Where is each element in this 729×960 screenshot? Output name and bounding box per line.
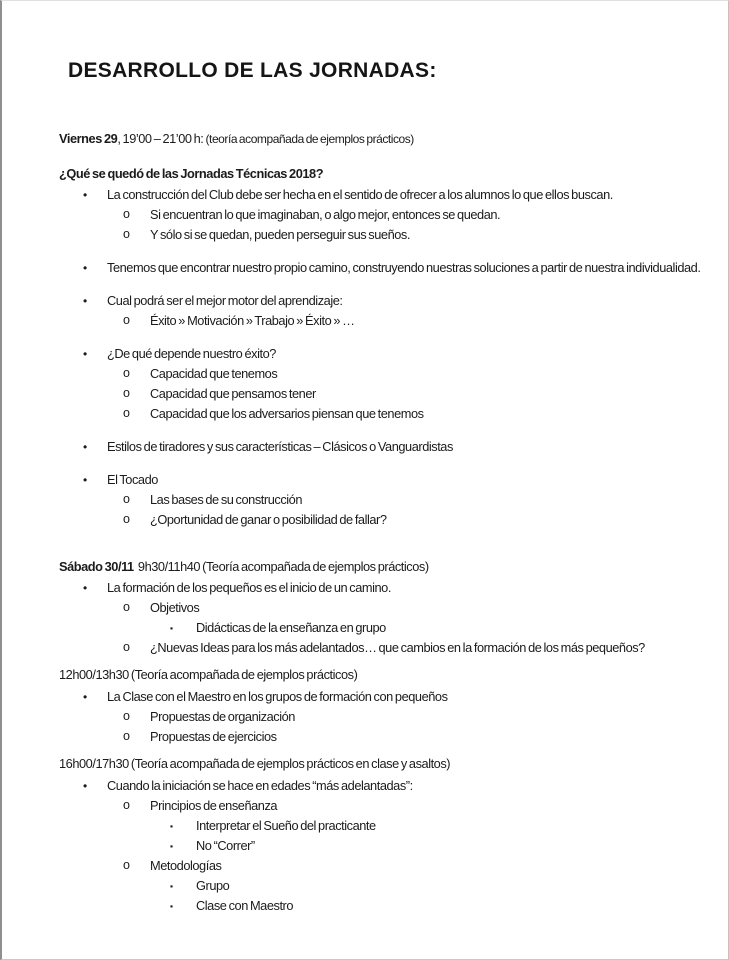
schedule-heading: 12h00/13h30 (Teoría acompañada de ejemplos prácticos) [59, 667, 358, 682]
bullet-item [83, 258, 716, 278]
bullet-group [59, 578, 716, 658]
bullet-text: Propuestas de ejercicios [150, 729, 277, 744]
bullet-marker-icon: • [83, 779, 87, 793]
bullet-marker-icon: o [123, 366, 130, 380]
session-time: 9h30/11h40 (Teoría acompañada de ejemplos prácticos) [133, 559, 429, 574]
bullet-text: El Tocado [107, 472, 158, 487]
bullet-item [123, 384, 716, 404]
bullet-marker-icon: ▪ [170, 841, 173, 851]
bullet-item [170, 836, 716, 856]
bullet-marker-icon: ▪ [170, 623, 173, 633]
bullet-group [59, 185, 716, 245]
bullet-marker-icon: o [123, 386, 130, 400]
bullet-group [59, 776, 716, 916]
bullet-group [59, 437, 716, 457]
bullet-text: Tenemos que encontrar nuestro propio camino, construyendo nuestras soluciones a partir de nuestra individualidad. [107, 260, 701, 275]
bullet-text: Las bases de su construcción [150, 492, 302, 507]
bullet-text: Éxito » Motivación » Trabajo » Éxito » … [150, 313, 355, 328]
bullet-item [83, 291, 716, 311]
bullet-text: Objetivos [150, 600, 200, 615]
bullet-item [123, 205, 716, 225]
bullet-text: ¿De qué depende nuestro éxito? [107, 346, 276, 361]
bullet-item [123, 727, 716, 747]
session-heading [59, 129, 716, 149]
session-note: (teoría acompañada de ejemplos prácticos) [205, 132, 414, 146]
question-heading: ¿Qué se quedó de las Jornadas Técnicas 2018? [59, 166, 324, 181]
bullet-group [59, 687, 716, 747]
bullet-marker-icon: • [83, 581, 87, 595]
bullet-marker-icon: o [123, 227, 130, 241]
bullet-text: La formación de los pequeños es el inicio de un camino. [107, 580, 391, 595]
bullet-item [170, 618, 716, 638]
bullet-marker-icon: ▪ [170, 821, 173, 831]
bullet-item [123, 490, 716, 510]
bullet-text: Capacidad que tenemos [150, 366, 278, 381]
bullet-text: Capacidad que pensamos tener [150, 386, 316, 401]
bullet-text: Interpretar el Sueño del practicante [196, 818, 376, 833]
bullet-item [83, 470, 716, 490]
bullet-marker-icon: • [83, 188, 87, 202]
bullet-marker-icon: o [123, 207, 130, 221]
bullet-marker-icon: o [123, 640, 130, 654]
session-time: , 19’00 – 21’00 h: [117, 131, 206, 146]
bullet-marker-icon: ▪ [170, 881, 173, 891]
bullet-text: Capacidad que los adversarios piensan que tenemos [150, 406, 424, 421]
bullet-marker-icon: o [123, 798, 130, 812]
bullet-item [170, 896, 716, 916]
bullet-item [123, 510, 716, 530]
bullet-group [59, 344, 716, 424]
document-body [59, 129, 716, 916]
bullet-item [123, 638, 716, 658]
bullet-item [123, 311, 716, 331]
bullet-text: No “Correr” [196, 838, 255, 853]
bullet-item [123, 707, 716, 727]
bullet-group [59, 258, 716, 278]
bullet-text: Principios de enseñanza [150, 798, 278, 813]
bullet-item [83, 776, 716, 796]
bullet-group [59, 470, 716, 530]
bullet-text: Grupo [196, 878, 230, 893]
bullet-text: Y sólo si se quedan, pueden perseguir sus sueños. [150, 227, 410, 242]
page-title: DESARROLLO DE LAS JORNADAS: [68, 59, 437, 82]
bullet-marker-icon: o [123, 858, 130, 872]
bullet-item [170, 816, 716, 836]
bullet-text: Metodologías [150, 858, 222, 873]
bullet-marker-icon: • [83, 294, 87, 308]
bullet-group [59, 291, 716, 331]
bullet-marker-icon: o [123, 512, 130, 526]
bullet-item [123, 404, 716, 424]
bullet-text: La Clase con el Maestro en los grupos de formación con pequeños [107, 689, 448, 704]
bullet-marker-icon: o [123, 709, 130, 723]
bullet-item [83, 344, 716, 364]
bullet-text: ¿Nuevas Ideas para los más adelantados… que cambios en la formación de los más pequeños? [150, 640, 645, 655]
bullet-marker-icon: o [123, 406, 130, 420]
document-content [2, 1, 728, 916]
bullet-text: Si encuentran lo que imaginaban, o algo mejor, entonces se quedan. [150, 207, 501, 222]
session-day: Viernes 29 [59, 131, 118, 146]
bullet-item [170, 876, 716, 896]
bullet-item [123, 796, 716, 816]
bullet-item [83, 437, 716, 457]
bullet-marker-icon: • [83, 690, 87, 704]
bullet-marker-icon: ▪ [170, 901, 173, 911]
bullet-item [83, 185, 716, 205]
bullet-marker-icon: o [123, 313, 130, 327]
bullet-text: Propuestas de organización [150, 709, 295, 724]
bullet-item [123, 364, 716, 384]
bullet-marker-icon: • [83, 473, 87, 487]
bullet-marker-icon: • [83, 440, 87, 454]
bullet-item [83, 578, 716, 598]
session-day: Sábado 30/11 [59, 559, 134, 574]
bullet-text: Estilos de tiradores y sus características – Clásicos o Vanguardistas [107, 439, 453, 454]
bullet-item [123, 225, 716, 245]
bullet-text: Clase con Maestro [196, 898, 294, 913]
bullet-text: Cuando la iniciación se hace en edades “más adelantadas”: [107, 778, 413, 793]
bullet-marker-icon: o [123, 729, 130, 743]
schedule-heading: 16h00/17h30 (Teoría acompañada de ejemplos prácticos en clase y asaltos) [59, 756, 451, 771]
bullet-item [83, 687, 716, 707]
bullet-item [123, 598, 716, 618]
bullet-text: ¿Oportunidad de ganar o posibilidad de fallar? [150, 512, 387, 527]
session-heading [59, 557, 716, 577]
bullet-text: Didácticas de la enseñanza en grupo [196, 620, 386, 635]
bullet-marker-icon: • [83, 347, 87, 361]
bullet-text: Cual podrá ser el mejor motor del aprendizaje: [107, 293, 343, 308]
bullet-marker-icon: o [123, 600, 130, 614]
bullet-marker-icon: • [83, 261, 87, 275]
bullet-marker-icon: o [123, 492, 130, 506]
bullet-item [123, 856, 716, 876]
bullet-text: La construcción del Club debe ser hecha en el sentido de ofrecer a los alumnos lo que ellos buscan. [107, 187, 613, 202]
